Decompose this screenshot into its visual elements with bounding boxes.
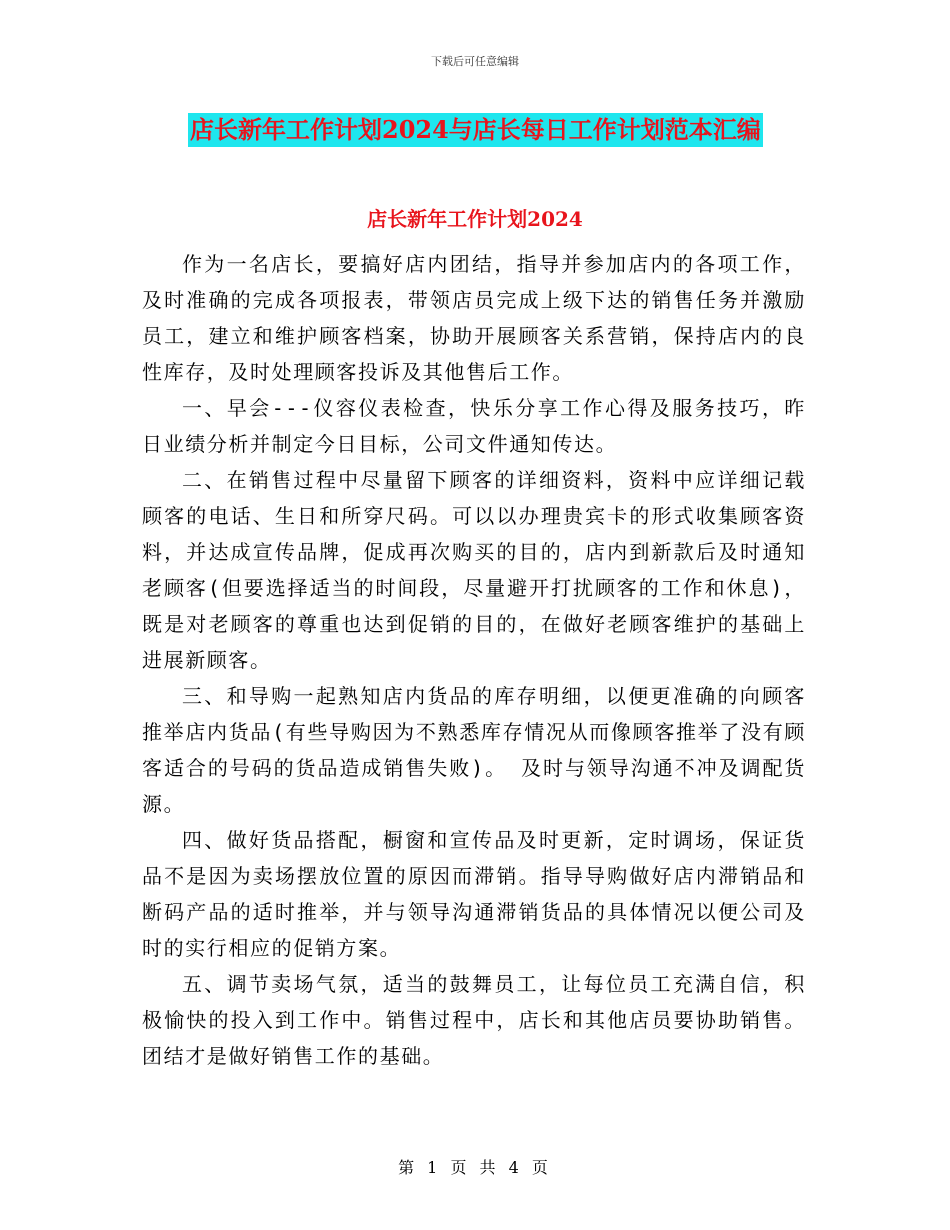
- document-main-title: 店长新年工作计划2024与店长每日工作计划范本汇编: [188, 113, 763, 147]
- paragraph-item-1: 一、早会---仪容仪表检查，快乐分享工作心得及服务技巧，昨日业绩分析并制定今日目标，公司文件通知传达。: [142, 396, 806, 456]
- paragraph-intro: 作为一名店长，要搞好店内团结，指导并参加店内的各项工作，及时准确的完成各项报表，带领店员完成上级下达的销售任务并激励员工，建立和维护顾客档案，协助开展顾客关系营销，保持店内的良性库存，及时处理顾客投诉及其他售后工作。: [142, 252, 806, 384]
- paragraph-item-4: 四、做好货品搭配，橱窗和宣传品及时更新，定时调场，保证货品不是因为卖场摆放位置的原因而滞销。指导导购做好店内滞销品和断码产品的适时推举，并与领导沟通滞销货品的具体情况以便公司及时的实行相应的促销方案。: [142, 828, 806, 960]
- paragraph-item-2: 二、在销售过程中尽量留下顾客的详细资料，资料中应详细记载顾客的电话、生日和所穿尺码。可以以办理贵宾卡的形式收集顾客资料，并达成宣传品牌，促成再次购买的目的，店内到新款后及时通知老顾客(但要选择适当的时间段，尽量避开打扰顾客的工作和休息)，既是对老顾客的尊重也达到促销的目的，在做好老顾客维护的基础上进展新顾客。: [142, 468, 806, 672]
- paragraph-item-5: 五、调节卖场气氛，适当的鼓舞员工，让每位员工充满自信，积极愉快的投入到工作中。销售过程中，店长和其他店员要协助销售。团结才是做好销售工作的基础。: [142, 972, 806, 1068]
- paragraph-item-3: 三、和导购一起熟知店内货品的库存明细，以便更准确的向顾客推举店内货品(有些导购因为不熟悉库存情况从而像顾客推举了没有顾客适合的号码的货品造成销售失败)。 及时与领导沟通不冲及调配货源。: [142, 684, 806, 816]
- header-note: 下载后可任意编辑: [431, 55, 519, 68]
- document-body: [142, 246, 806, 1074]
- section-title: 店长新年工作计划2024: [367, 207, 583, 231]
- page-number-footer: 第 1 页 共 4 页: [398, 1158, 552, 1177]
